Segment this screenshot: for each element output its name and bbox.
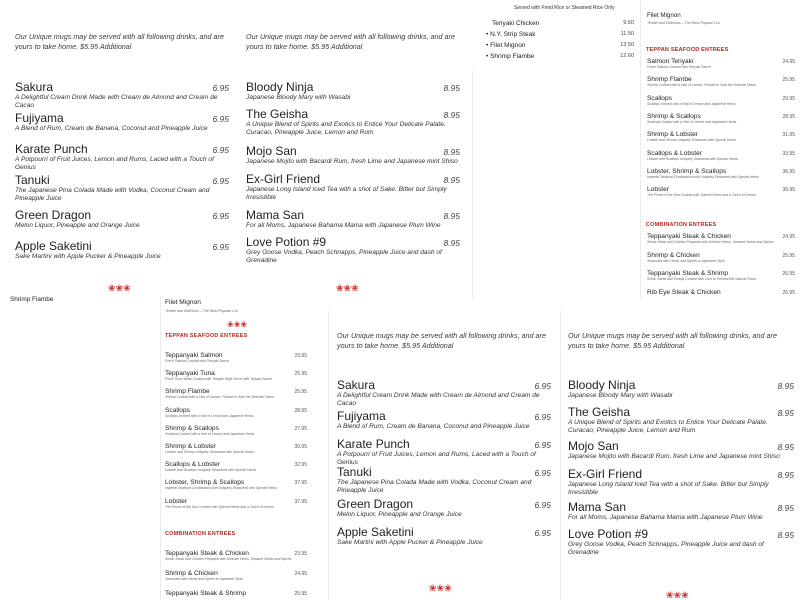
flower-ornament: ❀❀❀	[429, 583, 452, 593]
drink-price: 6.95	[212, 176, 229, 186]
entree-price: 25.95	[782, 77, 795, 84]
steak-name: Filet Mignon	[490, 42, 526, 49]
steak-item	[486, 31, 634, 38]
entree-name: Lobster	[647, 186, 669, 194]
entree-name: Shrimp & Chicken	[165, 570, 218, 577]
drink-name: Fujiyama	[15, 111, 64, 125]
entree-desc: Imperial Seafood Combination with Uniquely Seasoned with Special Herbs	[647, 174, 759, 179]
entree-price: 37.95	[294, 480, 307, 487]
drink-desc: For all Moms, Japanese Bahama Mama with Japanese Plum Wine	[246, 222, 441, 229]
mug-note: Our Unique mugs may be served with all following drinks, and are yours to take home. $5.95 Additional	[568, 331, 777, 350]
entree-name: Shrimp & Lobster	[165, 443, 216, 450]
drink-name: Karate Punch	[15, 142, 88, 156]
entree-desc: Shrimp Cooked with a Hint of Lemon, Flamed to Seal the Delicate Flavor	[647, 83, 757, 88]
drink-item	[246, 235, 460, 266]
entree-name: Teppanyaki Salmon	[165, 352, 223, 359]
menu-sheet-fragment	[0, 296, 160, 600]
drink-item	[246, 208, 460, 230]
seafood-header: TEPPAN SEAFOOD ENTREES	[646, 47, 729, 53]
entree-name: Shrimp & Lobster	[647, 131, 698, 139]
drink-desc: A Unique Blend of Spirits and Exotics to Entice Your Delicate Palate. Curacao, Pineapple Juice, Lemon and Rum	[246, 121, 446, 137]
drink-name: The Geisha	[246, 107, 309, 121]
entree-item	[647, 58, 795, 69]
steak-price: 12.60	[620, 53, 634, 59]
entree-name: Lobster	[165, 497, 187, 505]
entree-name: Scallops	[647, 94, 672, 102]
drink-item	[246, 80, 460, 102]
entree-desc: The Prince of the Sea Cooked with Special Herbs and a Touch of Lemon	[165, 504, 275, 509]
drink-price: 6.95	[534, 500, 551, 510]
entree-item	[165, 461, 307, 472]
filet-mignon: Filet Mignon	[165, 299, 201, 306]
menu-sheet-cocktails-right	[240, 0, 473, 300]
drink-price: 6.95	[212, 145, 229, 155]
entree-item	[165, 590, 307, 597]
entree-price: 27.95	[294, 425, 307, 432]
drink-name: Karate Punch	[337, 437, 410, 451]
entree-price: 32.95	[294, 462, 307, 469]
steak-item	[486, 42, 634, 49]
entree-price: 23.95	[294, 353, 307, 359]
flower-ornament: ❀❀❀	[666, 590, 689, 600]
entree-price: 31.95	[782, 132, 795, 139]
entree-item	[647, 252, 795, 263]
drink-item	[337, 525, 551, 547]
drink-item	[246, 144, 460, 166]
entree-name: Shrimp & Scallops	[165, 424, 219, 432]
drink-name: Ex-Girl Friend	[246, 172, 321, 186]
flower-ornament: ❀❀❀	[336, 283, 359, 293]
drink-price: 6.95	[534, 381, 551, 391]
entree-price: 36.95	[782, 187, 795, 194]
drink-desc: A Potpourri of Fruit Juices, Lemon and Rums, Laced with a Touch of Genius	[337, 451, 536, 467]
entree-desc: Fresh Salmon Cooked with Teriyaki Sauce	[647, 65, 711, 69]
mug-note: Our Unique mugs may be served with all following drinks, and are yours to take home. $5.95 Additional	[15, 32, 224, 51]
drink-desc: Melon Liquor, Pineapple and Orange Juice	[337, 511, 462, 518]
entree-desc: Seasoned with Herbs and Spices in Japanese Style	[647, 258, 725, 263]
drink-desc: Japanese Long Island Iced Tea with a shot of Sake. Bitter but Simply Irresistible	[246, 186, 447, 202]
entree-price: 28.95	[782, 113, 795, 120]
entree-desc: Lobster and Shrimp Uniquely Seasoned with Special Herbs	[165, 450, 254, 454]
entree-item	[647, 270, 795, 281]
combo-header: COMBINATION ENTREES	[165, 531, 236, 537]
drink-item	[246, 172, 460, 203]
drink-item	[337, 378, 551, 409]
drink-name: Bloody Ninja	[568, 378, 636, 392]
entree-price: 26.95	[782, 289, 795, 296]
entree-item	[165, 352, 307, 363]
drink-price: 6.95	[534, 440, 551, 450]
entree-name: Lobster, Shrimp & Scallops	[647, 167, 727, 175]
entree-name: Teppanyaki Steak & Shrimp	[165, 590, 246, 597]
drink-price: 8.95	[443, 83, 460, 93]
entree-desc: Lobster and Scallops Uniquely Seasoned with Special Herbs	[647, 156, 739, 161]
entree-name: Shrimp Flambe	[647, 76, 692, 84]
steak-name: Teriyaki Chicken	[492, 20, 540, 27]
menu-sheet-cocktails-right-2	[560, 310, 800, 600]
menu-sheet-seafood-right	[640, 0, 800, 300]
drink-item	[568, 467, 794, 498]
drink-item	[15, 239, 229, 261]
flower-ornament: ❀❀❀	[108, 283, 131, 293]
drink-price: 8.95	[443, 238, 460, 248]
drink-desc: A Blend of Rum, Cream de Banana, Coconut and Pineapple Juice	[337, 423, 530, 430]
drink-item	[568, 527, 794, 558]
drink-item	[15, 142, 229, 173]
entree-item	[647, 113, 795, 124]
entree-price: 25.95	[294, 371, 307, 378]
drink-item	[15, 80, 229, 111]
steak-price: 13.50	[620, 42, 634, 48]
filet-desc: Tender and Delicious – The Most Popular Cut	[647, 21, 720, 25]
steak-name: N.Y. Strip Steak	[490, 31, 536, 38]
entree-desc: Lobster and Shrimp Uniquely Seasoned with Special Herbs	[647, 138, 736, 143]
drink-price: 8.95	[443, 175, 460, 185]
entree-price: 29.95	[782, 95, 795, 102]
entree-item	[647, 131, 795, 142]
entree-item	[165, 425, 307, 436]
entree-desc: Imperial Seafood Combination with Uniquely Seasoned with Special Herbs	[165, 486, 277, 491]
steak-name: Shrimp Flambe	[490, 53, 535, 60]
entree-item	[165, 443, 307, 454]
drink-desc: Grey Goose Vodka, Peach Schnapps, Pineapple Juice and dash of Grenadine	[568, 541, 764, 557]
drink-desc: For all Moms, Japanese Bahama Mama with Japanese Plum Wine	[568, 514, 763, 521]
entree-price: 24.95	[782, 234, 795, 240]
flower-ornament: ❀❀❀	[227, 320, 248, 329]
drink-desc: A Delightful Cream Drink Made with Cream de Almond and Cream de Cacao	[15, 94, 218, 110]
drink-name: Bloody Ninja	[246, 80, 314, 94]
drink-item	[337, 409, 551, 431]
entree-price: 37.95	[294, 498, 307, 505]
entree-desc: The Prince of the Sea Cooked with Special Herbs and a Touch of Lemon	[647, 193, 757, 198]
entree-price: 30.95	[294, 444, 307, 450]
entree-item	[647, 289, 795, 296]
drink-item	[15, 208, 229, 230]
entree-item	[647, 150, 795, 161]
drink-desc: Japanese Bloody Mary with Wasabi	[568, 392, 673, 399]
drink-desc: Sake Martini with Apple Pucker & Pineapple Juice	[337, 539, 483, 546]
menu-sheet-cocktails-left	[0, 0, 241, 300]
bullet-icon: •	[486, 53, 491, 60]
entree-price: 25.95	[294, 389, 307, 396]
drink-price: 8.95	[777, 530, 794, 540]
shrimp-flambe-label: Shrimp Flambe	[10, 296, 54, 303]
entree-name: Scallops	[165, 406, 190, 414]
entree-price: 33.95	[782, 150, 795, 157]
entree-price: 25.95	[782, 252, 795, 259]
mug-note: Our Unique mugs may be served with all following drinks, and are yours to take home. $5.95 Additional	[337, 331, 546, 350]
drink-name: Tanuki	[337, 465, 372, 479]
steak-price: 9.50	[623, 20, 634, 26]
entree-item	[165, 388, 307, 399]
steak-item	[492, 20, 634, 27]
entree-desc: Lobster and Scallops Uniquely Seasoned with Special Herbs	[165, 468, 257, 473]
steak-header: Served with Fried Rice or Steamed Rice Only	[514, 5, 615, 11]
drink-name: Love Potion #9	[568, 527, 649, 541]
entree-name: Scallops & Lobster	[165, 461, 220, 469]
entree-item	[647, 186, 795, 197]
entree-name: Shrimp Flambe	[165, 388, 210, 396]
entree-item	[647, 95, 795, 106]
menu-sheet-cocktails-left-2	[328, 310, 561, 600]
entree-desc: Scallops cooked with a Hint of Lemon and Japanese Herbs	[165, 413, 254, 418]
drink-name: Apple Saketini	[337, 525, 414, 539]
drink-name: Tanuki	[15, 173, 50, 187]
mug-note: Our Unique mugs may be served with all following drinks, and are yours to take home. $5.95 Additional	[246, 32, 455, 51]
drink-desc: A Delightful Cream Drink Made with Cream de Almond and Cream de Cacao	[337, 392, 540, 408]
entree-item	[165, 570, 307, 581]
drink-item	[568, 378, 794, 400]
entree-price: 28.95	[294, 407, 307, 414]
bullet-icon: •	[486, 31, 491, 38]
drink-name: Green Dragon	[15, 208, 92, 222]
entree-name: Teppanyaki Steak & Shrimp	[647, 270, 728, 277]
menu-sheet-seafood-left	[160, 296, 329, 600]
drink-price: 6.95	[212, 242, 229, 252]
drink-name: Apple Saketini	[15, 239, 92, 253]
entree-item	[165, 498, 307, 509]
drink-item	[15, 173, 229, 204]
drink-name: Mojo San	[246, 144, 297, 158]
drink-name: Mama San	[568, 500, 627, 514]
entree-desc: Seafood Cooked with a Hint of Lemon and Japanese Herbs	[647, 119, 737, 124]
drink-desc: Melon Liquor, Pineapple and Orange Juice	[15, 222, 140, 229]
entree-name: Salmon Teriyaki	[647, 58, 694, 65]
entree-price: 36.95	[782, 168, 795, 175]
drink-item	[337, 497, 551, 519]
drink-name: The Geisha	[568, 405, 631, 419]
drink-name: Mama San	[246, 208, 305, 222]
entree-name: Shrimp & Chicken	[647, 251, 700, 259]
drink-price: 8.95	[443, 211, 460, 221]
drink-desc: Japanese Mojito with Bacardi Rum, fresh Lime and Japanese mint Shiso	[568, 453, 780, 460]
drink-price: 8.95	[443, 110, 460, 120]
entree-price: 23.95	[294, 551, 307, 557]
entree-desc: Scallops cooked with a Hint of Lemon and Japanese Herbs	[647, 101, 736, 106]
drink-desc: Japanese Long Island Iced Tea with a shot of Sake. Bitter but Simply Irresistible	[568, 481, 769, 497]
entree-name: Shrimp & Scallops	[647, 112, 701, 120]
entree-desc: Fresh Tuna Steak Cooked with Teriyaki Style Serve with Teriyaki Sauce	[165, 377, 273, 382]
drink-name: Sakura	[337, 378, 376, 392]
entree-name: Scallops & Lobster	[647, 149, 702, 157]
seafood-header: TEPPAN SEAFOOD ENTREES	[165, 333, 248, 339]
drink-price: 6.95	[534, 528, 551, 538]
entree-price: 26.95	[782, 271, 795, 277]
entree-name: Lobster, Shrimp & Scallops	[165, 479, 245, 487]
drink-price: 6.95	[212, 114, 229, 124]
drink-desc: The Japanese Pina Colada Made with Vodka, Coconut Cream and Pineapple Juice	[337, 479, 532, 495]
steak-price: 11.50	[620, 31, 634, 37]
drink-price: 8.95	[443, 147, 460, 157]
drink-price: 8.95	[777, 442, 794, 452]
entree-item	[165, 370, 307, 381]
drink-item	[568, 500, 794, 522]
entree-name: Rib Eye Steak & Chicken	[647, 288, 721, 296]
entree-desc: Sirloin Steak and Chicken Prepared with Delicate Herbs, Sesame Seeds and Spices	[647, 240, 774, 244]
drink-desc: The Japanese Pina Colada Made with Vodka, Coconut Cream and Pineapple Juice	[15, 187, 210, 203]
entree-desc: Sirloin Steak and Chicken Prepared with Delicate Herbs, Sesame Seeds and Spices	[165, 557, 292, 561]
entree-desc: Fresh Salmon Cooked with Teriyaki Sauce	[165, 359, 229, 363]
drink-desc: A Potpourri of Fruit Juices, Lemon and Rums, Laced with a Touch of Genius	[15, 156, 214, 172]
drink-price: 6.95	[534, 412, 551, 422]
entree-item	[647, 168, 795, 179]
entree-name: Teppanyaki Steak & Chicken	[647, 233, 731, 240]
drink-item	[337, 437, 551, 468]
drink-price: 6.95	[212, 83, 229, 93]
drink-desc: Japanese Mojito with Bacardi Rum, fresh Lime and Japanese mint Shiso	[246, 158, 458, 165]
entree-price: 25.95	[294, 591, 307, 597]
entree-item	[647, 233, 795, 244]
entree-desc: Sirloin Steak and Shrimp Cooked with Care to Present the Natural Flavor	[647, 277, 757, 281]
drink-name: Love Potion #9	[246, 235, 327, 249]
entree-desc: Seasoned with Herbs and Spices in Japanese Style	[165, 577, 243, 581]
drink-price: 6.95	[534, 468, 551, 478]
filet-mignon: Filet Mignon	[647, 12, 681, 19]
drink-item	[337, 465, 551, 496]
filet-desc: Tender and Delicious – The Most Popular Cut	[165, 309, 238, 313]
drink-price: 8.95	[777, 503, 794, 513]
steak-item	[486, 53, 634, 60]
menu-sheet-steaks	[472, 0, 640, 70]
drink-desc: Grey Goose Vodka, Peach Schnapps, Pineapple Juice and dash of Grenadine	[246, 249, 442, 265]
drink-price: 6.95	[212, 211, 229, 221]
entree-name: Teppanyaki Steak & Chicken	[165, 550, 249, 557]
entree-name: Teppanyaki Tuna	[165, 370, 215, 378]
drink-name: Mojo San	[568, 439, 619, 453]
entree-item	[165, 550, 307, 561]
entree-desc: Shrimp Cooked with a Hint of Lemon, Flamed to Seal the Delicate Flavor	[165, 395, 275, 400]
drink-item	[15, 111, 229, 133]
drink-item	[246, 107, 460, 138]
drink-name: Sakura	[15, 80, 54, 94]
combo-header: COMBINATION ENTREES	[646, 222, 717, 228]
drink-price: 8.95	[777, 408, 794, 418]
drink-desc: A Unique Blend of Spirits and Exotics to Entice Your Delicate Palate. Curacao, Pineapple Juice, Lemon and Rum	[568, 419, 768, 435]
entree-price: 24.95	[782, 59, 795, 65]
drink-desc: Japanese Bloody Mary with Wasabi	[246, 94, 351, 101]
drink-price: 8.95	[777, 470, 794, 480]
entree-item	[165, 407, 307, 418]
drink-item	[568, 439, 794, 461]
drink-desc: A Blend of Rum, Cream de Banana, Coconut and Pineapple Juice	[15, 125, 208, 132]
entree-desc: Seafood Cooked with a Hint of Lemon and Japanese Herbs	[165, 431, 255, 436]
entree-price: 24.95	[294, 571, 307, 577]
drink-desc: Sake Martini with Apple Pucker & Pineapple Juice	[15, 253, 161, 260]
entree-item	[647, 76, 795, 87]
drink-item	[568, 405, 794, 436]
bullet-icon: •	[486, 42, 491, 49]
drink-name: Fujiyama	[337, 409, 386, 423]
drink-name: Ex-Girl Friend	[568, 467, 643, 481]
entree-item	[165, 479, 307, 490]
drink-price: 8.95	[777, 381, 794, 391]
drink-name: Green Dragon	[337, 497, 414, 511]
